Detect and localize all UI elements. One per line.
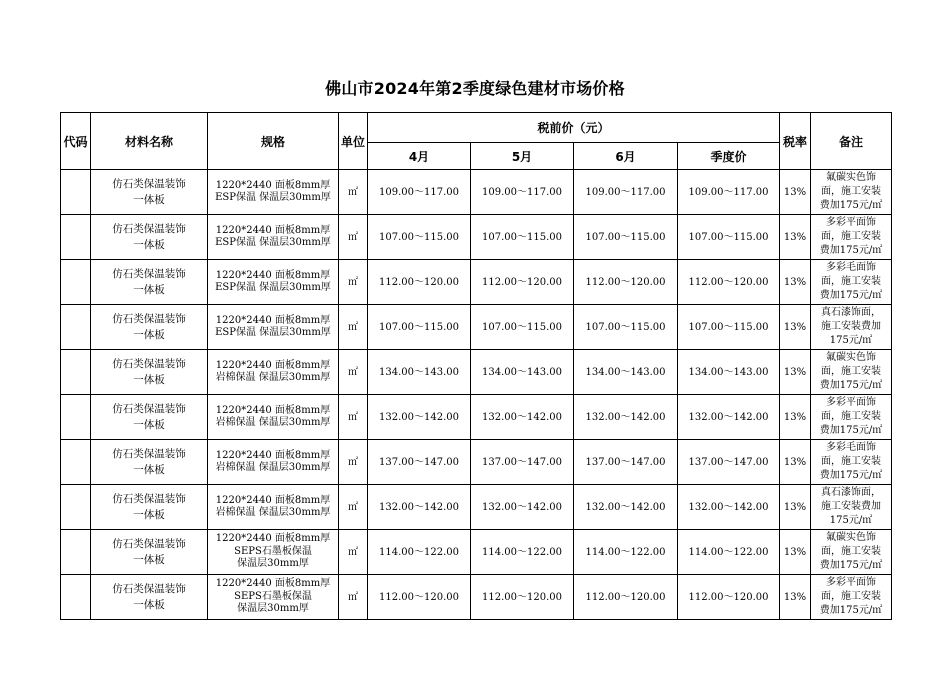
jun-price-cell-line: 112.00～120.00	[585, 591, 666, 603]
tax-rate-cell	[780, 575, 811, 620]
header-quarter: 季度价	[678, 143, 780, 170]
unit-cell-line: ㎡	[348, 276, 358, 288]
tax-rate-cell-line: 13%	[783, 231, 807, 243]
note-cell-line: 费加175元/㎡	[819, 380, 883, 391]
jun-price-cell	[574, 350, 678, 395]
unit-cell	[339, 215, 368, 260]
tax-rate-cell	[780, 305, 811, 350]
header-tax: 税率	[780, 113, 811, 170]
material-name-cell-line: 仿石类保温装饰	[112, 178, 186, 190]
may-price-cell-line: 132.00～142.00	[482, 501, 562, 513]
quarter-price-cell-line: 132.00～142.00	[688, 501, 769, 513]
material-name-cell-line: 仿石类保温装饰	[112, 493, 186, 505]
jun-price-cell	[574, 170, 678, 215]
note-cell-line: 面，施工安装	[821, 546, 882, 557]
unit-cell-line: ㎡	[348, 186, 358, 198]
note-cell-line: 175元/㎡	[829, 335, 873, 346]
code-cell	[61, 395, 91, 440]
tax-rate-cell-line: 13%	[783, 546, 807, 558]
may-price-cell-line: 107.00～115.00	[482, 321, 562, 333]
page-title: 佛山市2024年第2季度绿色建材市场价格	[325, 79, 625, 98]
tax-rate-cell	[780, 440, 811, 485]
jun-price-cell	[574, 215, 678, 260]
may-price-cell-line: 112.00～120.00	[482, 276, 562, 288]
note-cell	[811, 170, 892, 215]
unit-cell	[339, 575, 368, 620]
material-name-cell	[91, 485, 208, 530]
note-cell	[811, 530, 892, 575]
note-cell-line: 多彩平面饰	[826, 577, 877, 588]
quarter-price-cell-line: 137.00～147.00	[688, 456, 769, 468]
spec-cell-line: 岩棉保温 保温层30mm厚	[215, 417, 331, 428]
quarter-price-cell-line: 109.00～117.00	[688, 186, 769, 198]
note-cell-line: 费加175元/㎡	[819, 605, 883, 616]
spec-cell-line: 保温层30mm厚	[237, 558, 309, 570]
apr-price-cell-line: 137.00～147.00	[379, 456, 459, 468]
jun-price-cell-line: 134.00～143.00	[585, 366, 666, 378]
jun-price-cell-line: 137.00～147.00	[585, 456, 666, 468]
header-apr: 4月	[368, 143, 471, 170]
jun-price-cell	[574, 485, 678, 530]
material-name-cell	[91, 170, 208, 215]
header-note: 备注	[811, 113, 892, 170]
tax-rate-cell	[780, 215, 811, 260]
note-cell-line: 氟碳实色饰	[826, 172, 877, 183]
apr-price-cell-line: 109.00～117.00	[379, 186, 459, 198]
note-cell	[811, 485, 892, 530]
table-row	[61, 395, 892, 440]
tax-rate-cell-line: 13%	[783, 501, 807, 513]
material-name-cell-line: 一体板	[133, 554, 165, 566]
spec-cell	[208, 575, 339, 620]
tax-rate-cell	[780, 350, 811, 395]
unit-cell-line: ㎡	[348, 366, 358, 378]
note-cell-line: 面，施工安装	[821, 231, 882, 242]
apr-price-cell	[368, 305, 471, 350]
code-cell	[61, 170, 91, 215]
material-name-cell	[91, 215, 208, 260]
may-price-cell	[471, 305, 574, 350]
jun-price-cell	[574, 395, 678, 440]
spec-cell-line: ESP保温 保温层30mm厚	[215, 237, 331, 248]
material-name-cell-line: 仿石类保温装饰	[112, 538, 186, 550]
unit-cell	[339, 485, 368, 530]
quarter-price-cell	[678, 440, 780, 485]
spec-cell-line: 1220*2440 面板8mm厚	[215, 449, 331, 461]
table-row	[61, 260, 892, 305]
note-cell-line: 多彩毛面饰	[826, 442, 877, 453]
unit-cell-line: ㎡	[348, 321, 358, 333]
spec-cell-line: ESP保温 保温层30mm厚	[215, 282, 331, 293]
note-cell	[811, 395, 892, 440]
note-cell-line: 施工安装费加	[821, 321, 882, 332]
code-cell	[61, 305, 91, 350]
spec-cell-line: 岩棉保温 保温层30mm厚	[215, 507, 331, 518]
may-price-cell-line: 134.00～143.00	[482, 366, 562, 378]
code-cell	[61, 530, 91, 575]
quarter-price-cell-line: 132.00～142.00	[688, 411, 769, 423]
quarter-price-cell	[678, 260, 780, 305]
spec-cell-line: 1220*2440 面板8mm厚	[215, 359, 331, 371]
may-price-cell	[471, 215, 574, 260]
apr-price-cell	[368, 215, 471, 260]
tax-rate-cell-line: 13%	[783, 411, 807, 423]
jun-price-cell	[574, 260, 678, 305]
spec-cell	[208, 170, 339, 215]
material-name-cell-line: 仿石类保温装饰	[112, 358, 186, 370]
note-cell	[811, 260, 892, 305]
unit-cell-line: ㎡	[348, 546, 358, 558]
spec-cell-line: SEPS石墨板保温	[234, 545, 312, 557]
unit-cell-line: ㎡	[348, 231, 358, 243]
tax-rate-cell	[780, 170, 811, 215]
apr-price-cell	[368, 530, 471, 575]
note-cell-line: 面，施工安装	[821, 411, 882, 422]
tax-rate-cell	[780, 260, 811, 305]
unit-cell	[339, 260, 368, 305]
code-cell	[61, 260, 91, 305]
tax-rate-cell-line: 13%	[783, 321, 807, 333]
material-name-cell-line: 一体板	[133, 599, 165, 611]
apr-price-cell-line: 132.00～142.00	[379, 501, 459, 513]
material-name-cell-line: 一体板	[133, 284, 165, 296]
material-name-cell-line: 仿石类保温装饰	[112, 313, 186, 325]
spec-cell-line: 1220*2440 面板8mm厚	[215, 533, 331, 545]
note-cell-line: 费加175元/㎡	[819, 560, 883, 571]
note-cell	[811, 215, 892, 260]
unit-cell	[339, 530, 368, 575]
tax-rate-cell-line: 13%	[783, 591, 807, 603]
apr-price-cell	[368, 260, 471, 305]
may-price-cell-line: 137.00～147.00	[482, 456, 562, 468]
apr-price-cell-line: 112.00～120.00	[379, 276, 459, 288]
table-row	[61, 305, 892, 350]
apr-price-cell-line: 114.00～122.00	[379, 546, 459, 558]
note-cell-line: 面，施工安装	[821, 456, 882, 467]
tax-rate-cell	[780, 395, 811, 440]
material-name-cell-line: 仿石类保温装饰	[112, 403, 186, 415]
header-spec: 规格	[208, 113, 339, 170]
header-price-group: 税前价（元）	[368, 113, 780, 143]
jun-price-cell-line: 132.00～142.00	[585, 501, 666, 513]
header-jun: 6月	[574, 143, 678, 170]
table-row	[61, 485, 892, 530]
material-name-cell-line: 一体板	[133, 329, 165, 341]
spec-cell-line: 1220*2440 面板8mm厚	[215, 578, 331, 590]
spec-cell-line: ESP保温 保温层30mm厚	[215, 327, 331, 338]
material-name-cell-line: 仿石类保温装饰	[112, 448, 186, 460]
apr-price-cell	[368, 575, 471, 620]
note-cell	[811, 350, 892, 395]
spec-cell-line: SEPS石墨板保温	[234, 590, 312, 602]
spec-cell	[208, 395, 339, 440]
material-name-cell-line: 一体板	[133, 374, 165, 386]
note-cell-line: 真石漆饰面，	[821, 307, 882, 318]
unit-cell	[339, 350, 368, 395]
code-cell	[61, 440, 91, 485]
material-name-cell	[91, 305, 208, 350]
spec-cell	[208, 350, 339, 395]
jun-price-cell-line: 112.00～120.00	[585, 276, 666, 288]
spec-cell-line: ESP保温 保温层30mm厚	[215, 192, 331, 203]
may-price-cell-line: 132.00～142.00	[482, 411, 562, 423]
unit-cell	[339, 170, 368, 215]
jun-price-cell	[574, 440, 678, 485]
material-name-cell-line: 仿石类保温装饰	[112, 268, 186, 280]
spec-cell-line: 1220*2440 面板8mm厚	[215, 269, 331, 281]
material-name-cell	[91, 440, 208, 485]
note-cell-line: 面，施工安装	[821, 366, 882, 377]
note-cell-line: 多彩毛面饰	[826, 262, 877, 273]
spec-cell	[208, 305, 339, 350]
table-row	[61, 215, 892, 260]
spec-cell	[208, 260, 339, 305]
jun-price-cell-line: 114.00～122.00	[585, 546, 666, 558]
spec-cell-line: 岩棉保温 保温层30mm厚	[215, 372, 331, 383]
spec-cell-line: 1220*2440 面板8mm厚	[215, 314, 331, 326]
may-price-cell-line: 109.00～117.00	[482, 186, 562, 198]
quarter-price-cell	[678, 485, 780, 530]
tax-rate-cell-line: 13%	[783, 186, 807, 198]
unit-cell-line: ㎡	[348, 501, 358, 513]
spec-cell-line: 1220*2440 面板8mm厚	[215, 404, 331, 416]
quarter-price-cell	[678, 305, 780, 350]
table-row	[61, 530, 892, 575]
spec-cell-line: 1220*2440 面板8mm厚	[215, 494, 331, 506]
material-name-cell	[91, 260, 208, 305]
jun-price-cell-line: 109.00～117.00	[585, 186, 666, 198]
quarter-price-cell-line: 134.00～143.00	[688, 366, 769, 378]
spec-cell-line: 保温层30mm厚	[237, 603, 309, 615]
note-cell-line: 真石漆饰面，	[821, 487, 882, 498]
spec-cell	[208, 215, 339, 260]
code-cell	[61, 215, 91, 260]
may-price-cell	[471, 350, 574, 395]
code-cell	[61, 575, 91, 620]
spec-cell-line: 岩棉保温 保温层30mm厚	[215, 462, 331, 473]
material-name-cell	[91, 530, 208, 575]
table-row	[61, 440, 892, 485]
quarter-price-cell	[678, 215, 780, 260]
header-unit: 单位	[339, 113, 368, 170]
price-table	[60, 112, 892, 620]
note-cell-line: 面，施工安装	[821, 276, 882, 287]
table-row	[61, 575, 892, 620]
apr-price-cell-line: 112.00～120.00	[379, 591, 459, 603]
tax-rate-cell-line: 13%	[783, 366, 807, 378]
tax-rate-cell	[780, 485, 811, 530]
quarter-price-cell	[678, 530, 780, 575]
note-cell-line: 氟碳实色饰	[826, 532, 877, 543]
quarter-price-cell	[678, 395, 780, 440]
note-cell-line: 多彩平面饰	[826, 397, 877, 408]
quarter-price-cell	[678, 575, 780, 620]
apr-price-cell	[368, 440, 471, 485]
note-cell-line: 费加175元/㎡	[819, 425, 883, 436]
may-price-cell-line: 107.00～115.00	[482, 231, 562, 243]
may-price-cell-line: 114.00～122.00	[482, 546, 562, 558]
material-name-cell-line: 一体板	[133, 194, 165, 206]
may-price-cell	[471, 440, 574, 485]
header-may: 5月	[471, 143, 574, 170]
material-name-cell	[91, 395, 208, 440]
note-cell-line: 费加175元/㎡	[819, 200, 883, 211]
unit-cell-line: ㎡	[348, 411, 358, 423]
may-price-cell	[471, 485, 574, 530]
note-cell-line: 氟碳实色饰	[826, 352, 877, 363]
table-row	[61, 170, 892, 215]
apr-price-cell-line: 107.00～115.00	[379, 231, 459, 243]
jun-price-cell-line: 107.00～115.00	[585, 231, 666, 243]
material-name-cell-line: 仿石类保温装饰	[112, 223, 186, 235]
note-cell-line: 175元/㎡	[829, 515, 873, 526]
note-cell-line: 面，施工安装	[821, 591, 882, 602]
note-cell-line: 费加175元/㎡	[819, 290, 883, 301]
apr-price-cell	[368, 170, 471, 215]
material-name-cell	[91, 575, 208, 620]
quarter-price-cell-line: 112.00～120.00	[688, 591, 769, 603]
unit-cell	[339, 305, 368, 350]
may-price-cell	[471, 575, 574, 620]
header-row	[61, 113, 892, 143]
code-cell	[61, 350, 91, 395]
spec-cell-line: 1220*2440 面板8mm厚	[215, 179, 331, 191]
code-cell	[61, 485, 91, 530]
material-name-cell	[91, 350, 208, 395]
spec-cell	[208, 440, 339, 485]
note-cell-line: 多彩平面饰	[826, 217, 877, 228]
header-code: 代码	[61, 113, 91, 170]
tax-rate-cell-line: 13%	[783, 456, 807, 468]
note-cell-line: 施工安装费加	[821, 501, 882, 512]
quarter-price-cell-line: 107.00～115.00	[688, 321, 769, 333]
note-cell	[811, 440, 892, 485]
spec-cell	[208, 485, 339, 530]
material-name-cell-line: 一体板	[133, 464, 165, 476]
note-cell	[811, 305, 892, 350]
tax-rate-cell-line: 13%	[783, 276, 807, 288]
note-cell	[811, 575, 892, 620]
unit-cell-line: ㎡	[348, 591, 358, 603]
may-price-cell	[471, 530, 574, 575]
apr-price-cell	[368, 485, 471, 530]
note-cell-line: 费加175元/㎡	[819, 470, 883, 481]
apr-price-cell-line: 132.00～142.00	[379, 411, 459, 423]
apr-price-cell	[368, 350, 471, 395]
may-price-cell	[471, 170, 574, 215]
may-price-cell	[471, 395, 574, 440]
quarter-price-cell	[678, 170, 780, 215]
note-cell-line: 面，施工安装	[821, 186, 882, 197]
material-name-cell-line: 一体板	[133, 239, 165, 251]
quarter-price-cell-line: 107.00～115.00	[688, 231, 769, 243]
spec-cell-line: 1220*2440 面板8mm厚	[215, 224, 331, 236]
unit-cell	[339, 440, 368, 485]
note-cell-line: 费加175元/㎡	[819, 245, 883, 256]
material-name-cell-line: 一体板	[133, 419, 165, 431]
jun-price-cell-line: 107.00～115.00	[585, 321, 666, 333]
jun-price-cell	[574, 575, 678, 620]
table-body	[61, 170, 892, 620]
unit-cell-line: ㎡	[348, 456, 358, 468]
tax-rate-cell	[780, 530, 811, 575]
header-name: 材料名称	[91, 113, 208, 170]
apr-price-cell-line: 107.00～115.00	[379, 321, 459, 333]
quarter-price-cell	[678, 350, 780, 395]
jun-price-cell-line: 132.00～142.00	[585, 411, 666, 423]
jun-price-cell	[574, 530, 678, 575]
may-price-cell	[471, 260, 574, 305]
apr-price-cell-line: 134.00～143.00	[379, 366, 459, 378]
spec-cell	[208, 530, 339, 575]
jun-price-cell	[574, 305, 678, 350]
quarter-price-cell-line: 114.00～122.00	[688, 546, 769, 558]
material-name-cell-line: 仿石类保温装饰	[112, 583, 186, 595]
may-price-cell-line: 112.00～120.00	[482, 591, 562, 603]
unit-cell	[339, 395, 368, 440]
quarter-price-cell-line: 112.00～120.00	[688, 276, 769, 288]
apr-price-cell	[368, 395, 471, 440]
material-name-cell-line: 一体板	[133, 509, 165, 521]
table-row	[61, 350, 892, 395]
